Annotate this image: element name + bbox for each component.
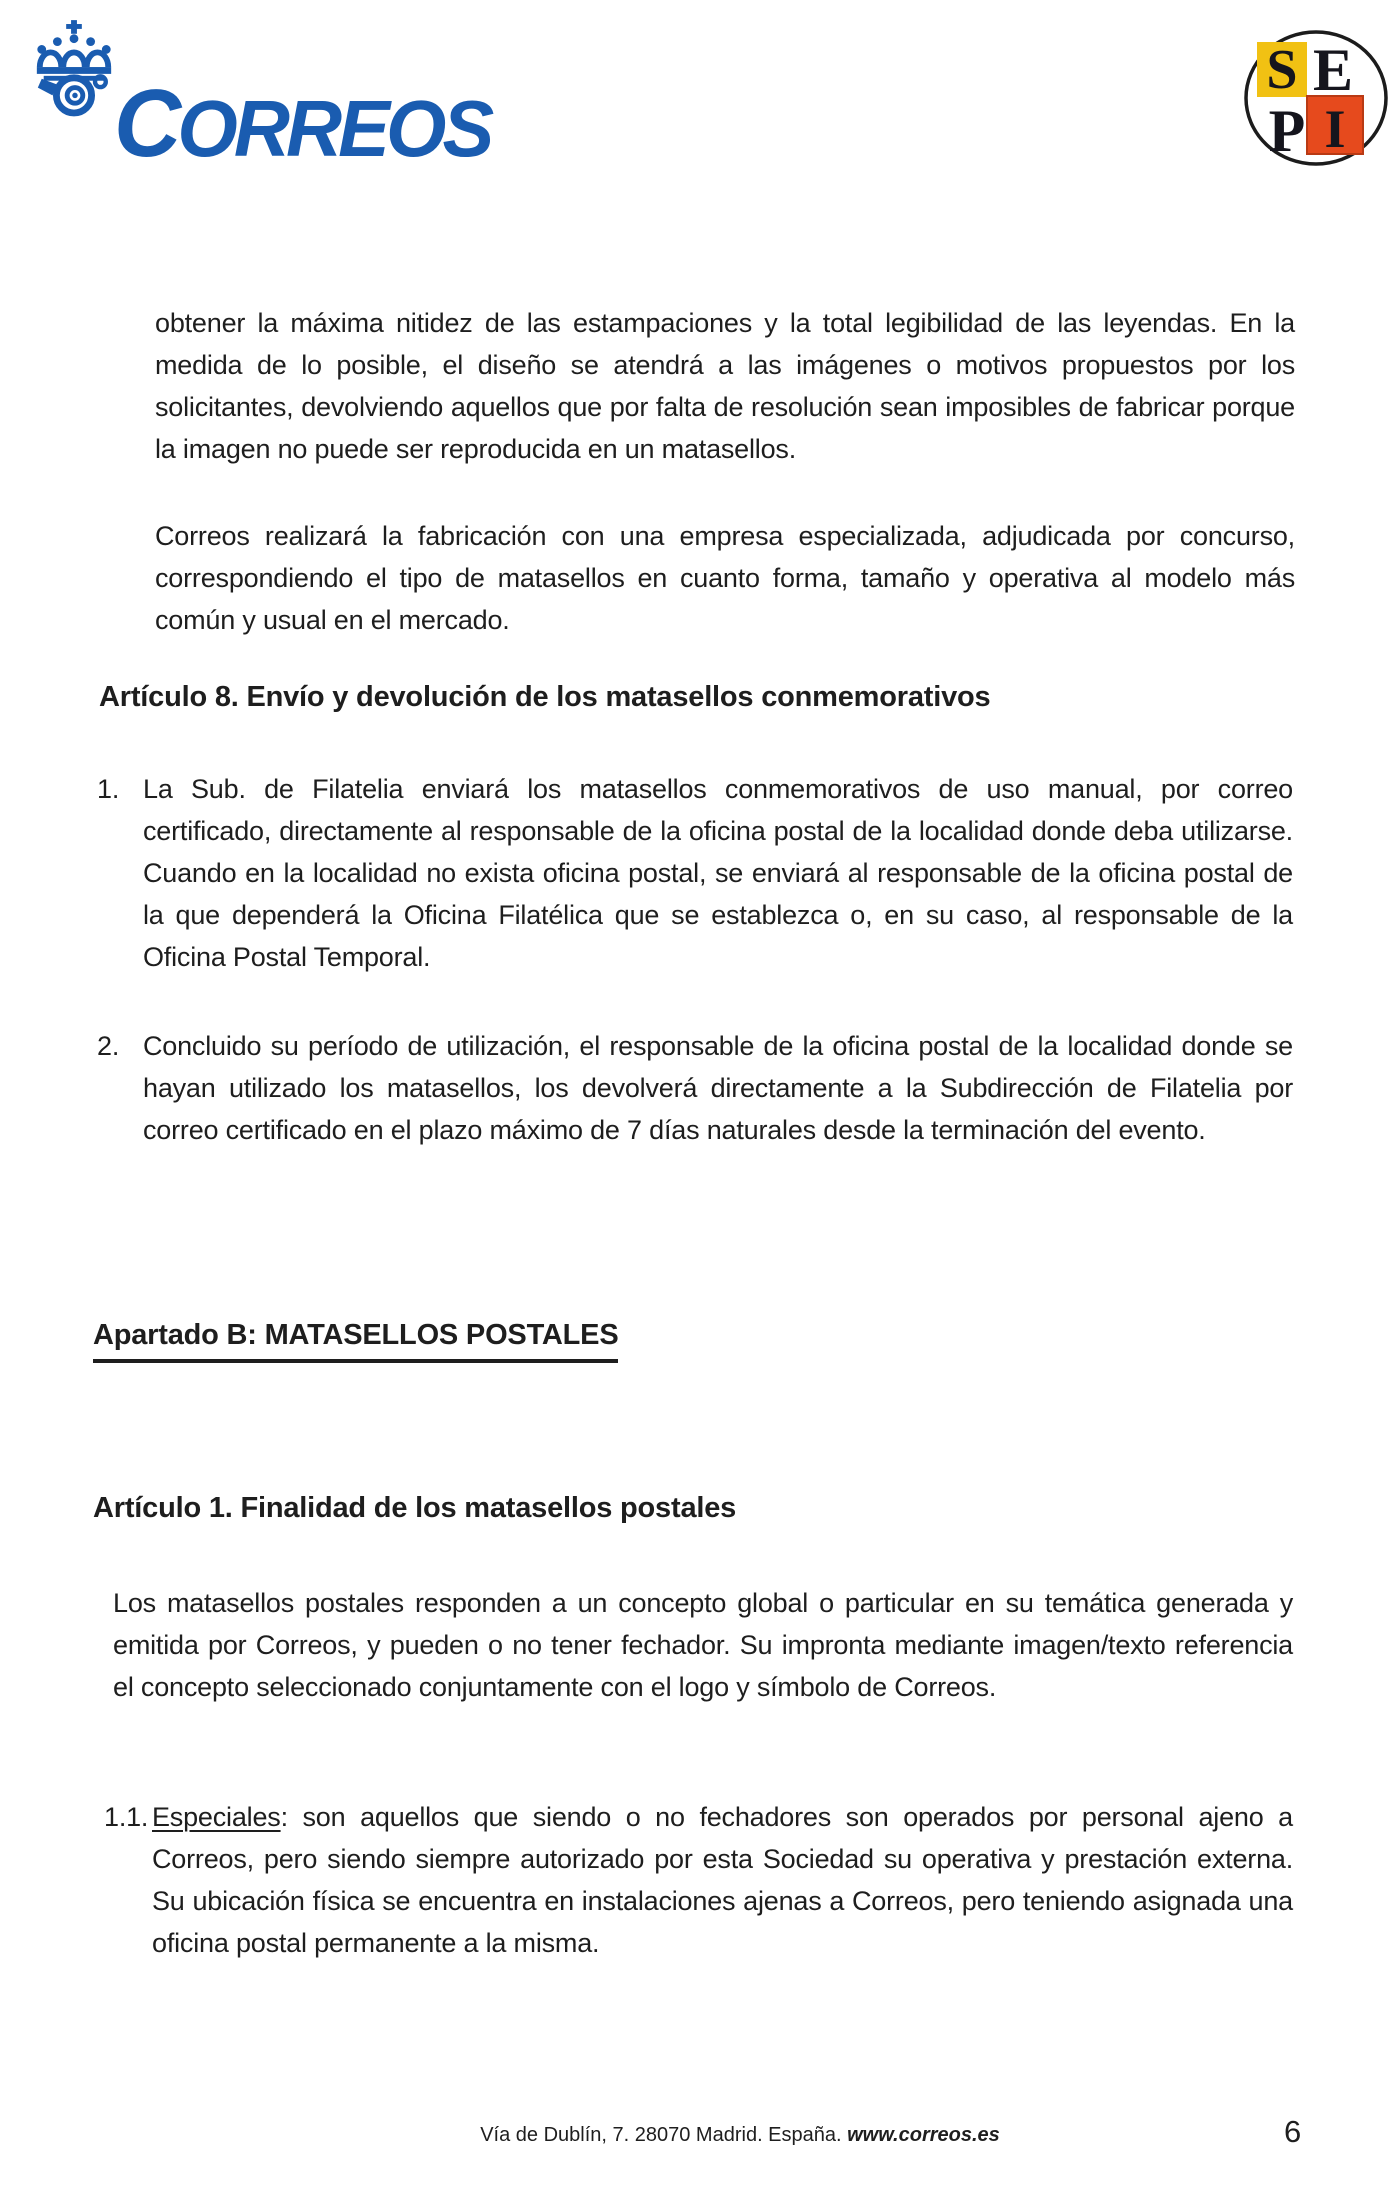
especiales-text: : son aquellos que siendo o no fechadores son operados por personal ajeno a Correos, pero siendo siempre autorizado por esta Sociedad su operativa y prestación externa. Su ubicación física se encuentra en instalaciones ajenas a Correos, pero teniendo asignada una oficina postal permanente a la misma. (152, 1802, 1293, 1958)
list-item-1-number: 1. (97, 774, 120, 804)
apartado-b-heading (93, 1319, 618, 1363)
sepi-letter-s: S (1266, 39, 1298, 101)
footer-website: www.correos.es (847, 2124, 1000, 2146)
correos-logo (26, 16, 526, 177)
correos-wordmark: CORREOS (114, 70, 491, 177)
footer-address: Vía de Dublín, 7. 28070 Madrid. España. (480, 2124, 848, 2146)
sepi-letter-i: I (1324, 99, 1346, 159)
articulo-1-heading: Artículo 1. Finalidad de los matasellos postales (93, 1492, 737, 1524)
intro-paragraph: obtener la máxima nitidez de las estampaciones y la total legibilidad de las leyendas. En la medida de lo posible, el diseño se atendrá a las imágenes o motivos propuestos por los solicitantes, devolviendo aquellos que por falta de resolución sean imposibles de fabricar porque la imagen no puede ser reproducida en un matasellos. (155, 308, 1295, 464)
crown-posthorn-icon (30, 20, 118, 118)
especiales-item (104, 1796, 1293, 1964)
especiales-label: Especiales (152, 1802, 281, 1832)
especiales-item-number: 1.1. (104, 1802, 149, 1832)
sepi-letter-e: E (1312, 37, 1354, 103)
apartado-b-heading-text: Apartado B: MATASELLOS POSTALES (93, 1319, 618, 1363)
list-item-2-text: Concluido su período de utilización, el responsable de la oficina postal de la localidad donde se hayan utilizado los matasellos, los devolverá directamente a la Subdirección de Filatelia por correo certificado en el plazo máximo de 7 días naturales desde la terminación del evento. (143, 1031, 1293, 1145)
finalidad-paragraph: Los matasellos postales responden a un concepto global o particular en su temática generada y emitida por Correos, y pueden o no tener fechador. Su impronta mediante imagen/texto referencia el concepto seleccionado conjuntamente con el logo y símbolo de Correos. (113, 1588, 1293, 1702)
sepi-logo (1232, 24, 1400, 174)
list-item-2 (97, 1025, 1293, 1151)
list-item-2-number: 2. (97, 1031, 120, 1061)
sepi-letter-p: P (1268, 98, 1306, 164)
list-item-1 (97, 768, 1293, 978)
footer-address-line (140, 2124, 1340, 2147)
page-number: 6 (1284, 2114, 1302, 2149)
fabricacion-paragraph: Correos realizará la fabricación con una empresa especializada, adjudicada por concurso, correspondiendo el tipo de matasellos en cuanto forma, tamaño y operativa al modelo más común y usual en el mercado. (155, 521, 1295, 635)
articulo-8-heading: Artículo 8. Envío y devolución de los matasellos conmemorativos (99, 681, 991, 713)
list-item-1-text: La Sub. de Filatelia enviará los matasellos conmemorativos de uso manual, por correo certificado, directamente al responsable de la oficina postal de la localidad donde deba utilizarse. Cuando en la localidad no exista oficina postal, se enviará al responsable de la oficina postal de la que dependerá la Oficina Filatélica que se establezca o, en su caso, al responsable de la Oficina Postal Temporal. (143, 774, 1293, 972)
